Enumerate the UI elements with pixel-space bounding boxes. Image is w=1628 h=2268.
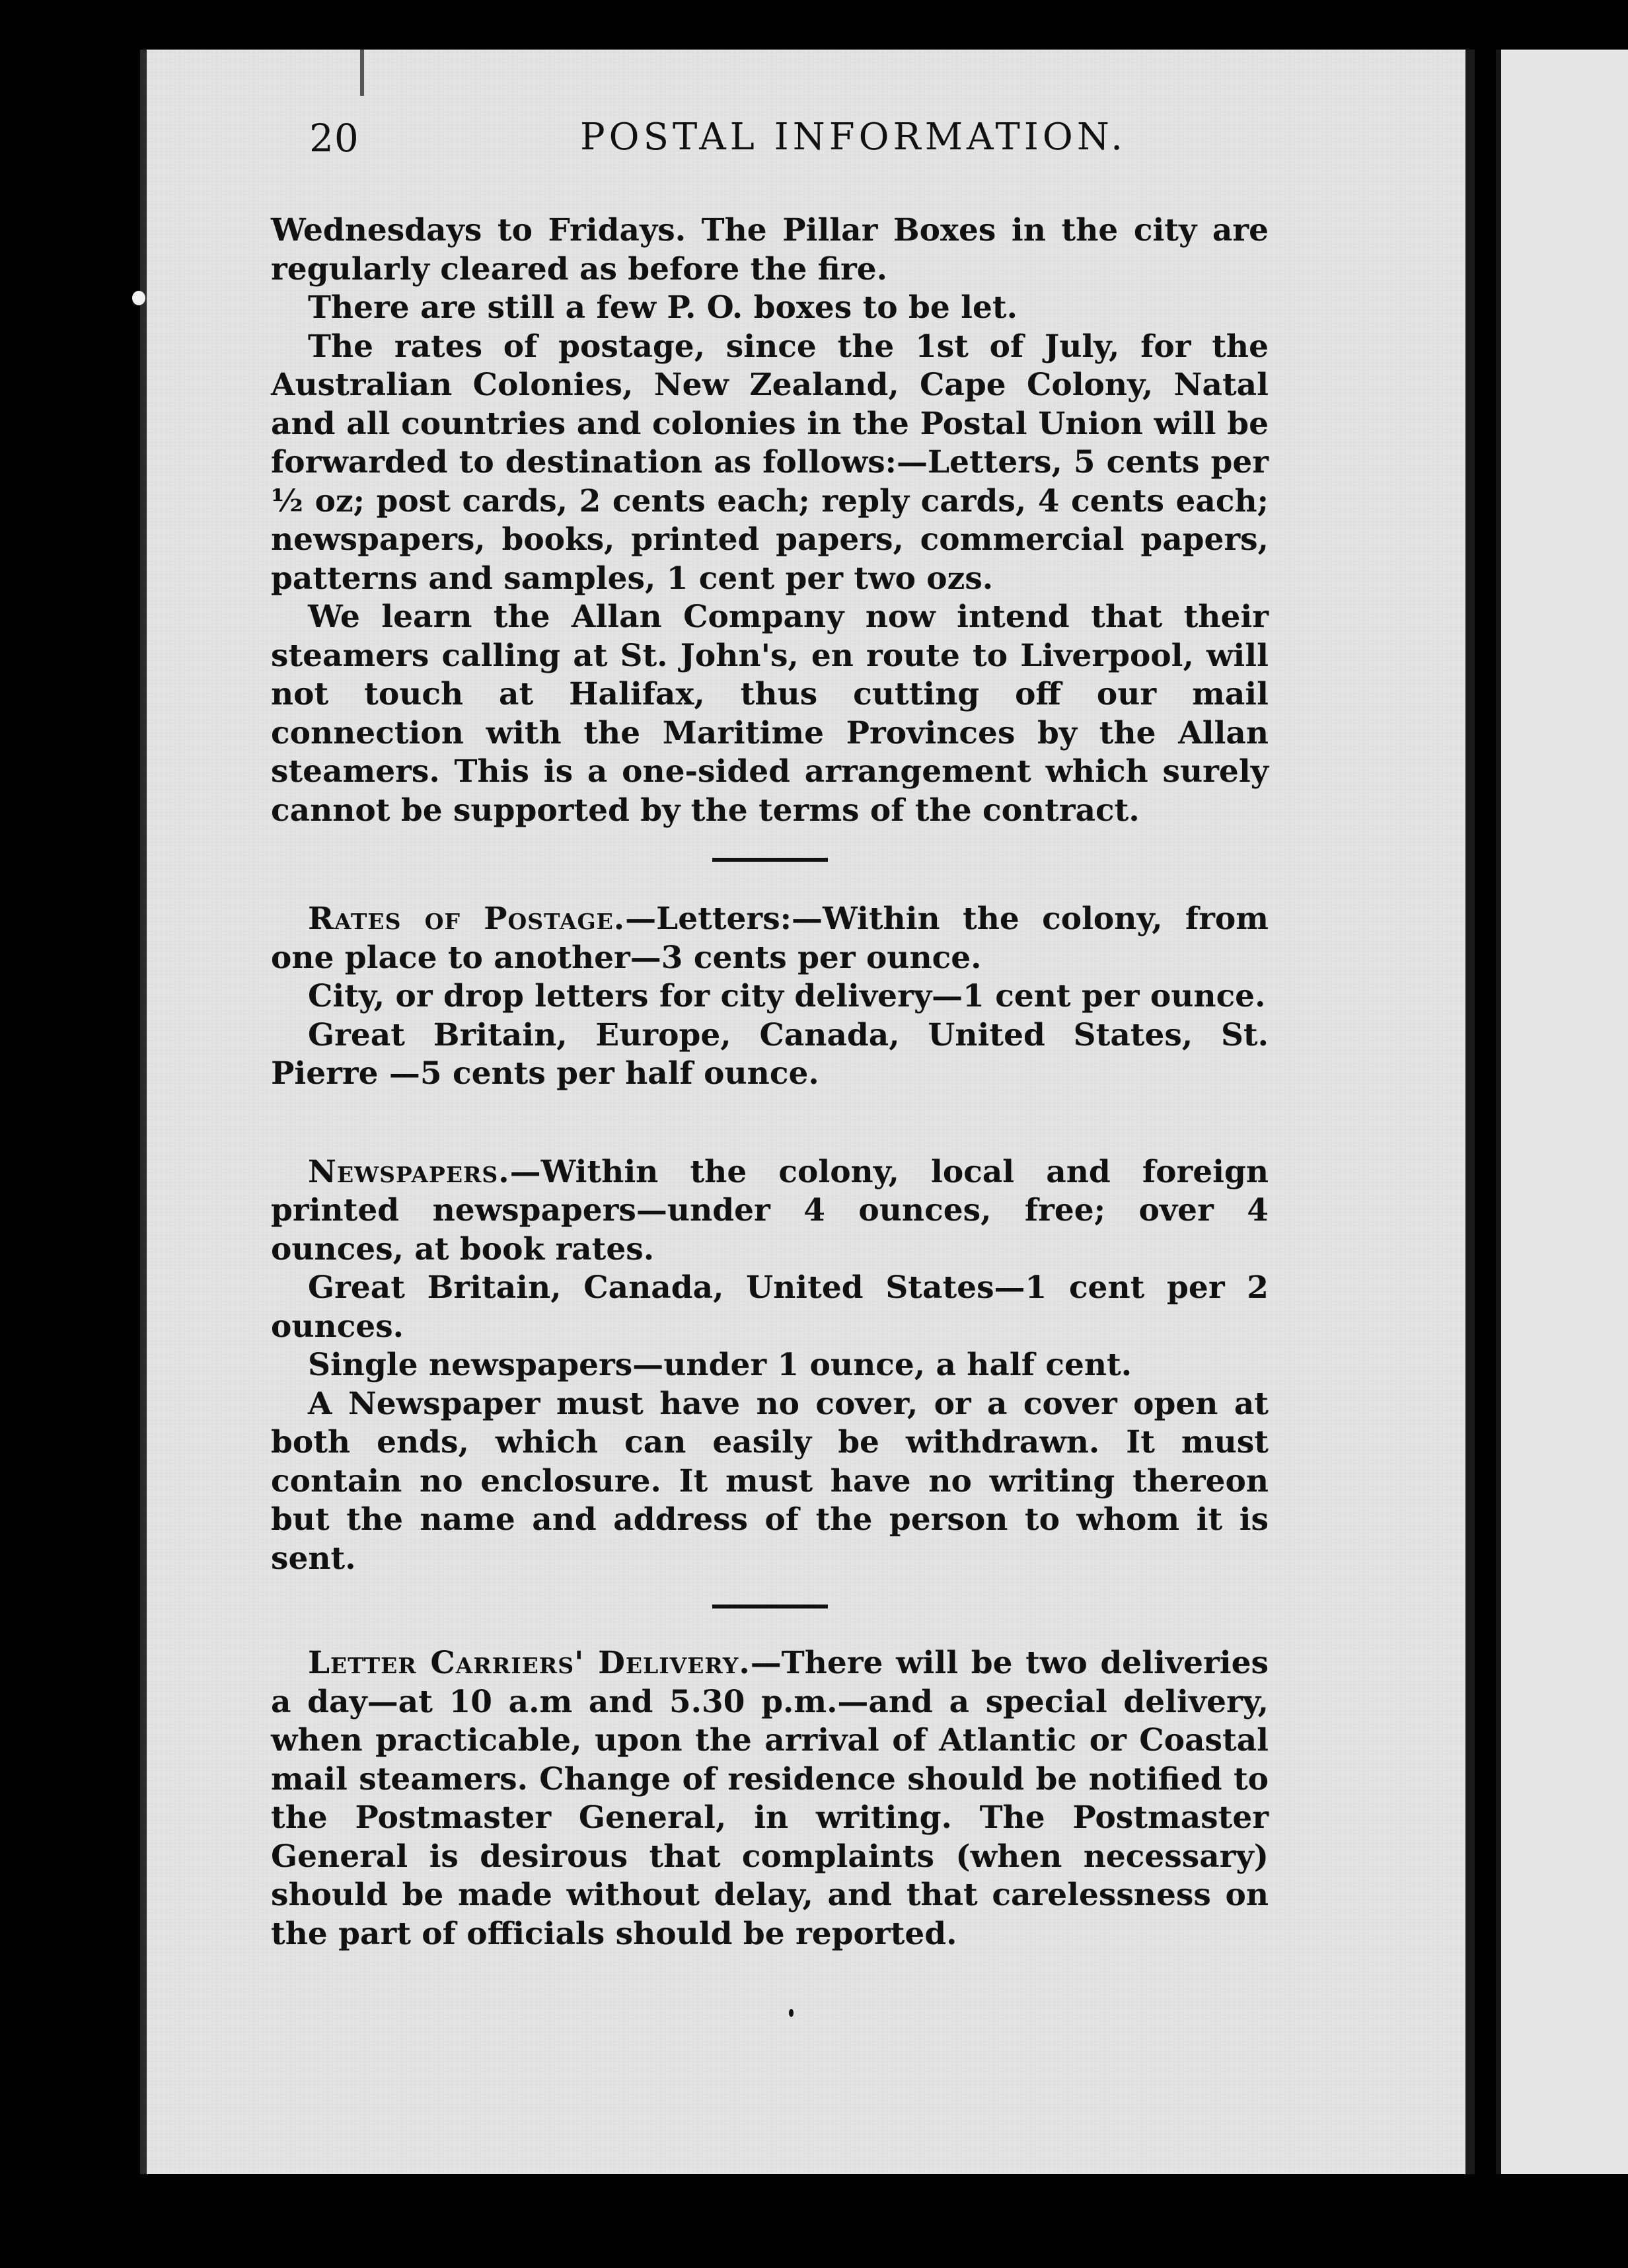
running-title: POSTAL INFORMATION. [580,116,1127,159]
rates-heading: Rates of Postage. [308,901,626,937]
page-body [271,211,1269,1953]
rates-of-postage-lead [271,900,1269,977]
paragraph-po-boxes: There are still a few P. O. boxes to be let. [308,289,1018,326]
paragraph-continuation: Wednesdays to Fridays. The Pillar Boxes in the city are regularly cleared as before the fire. [271,212,1269,287]
page-number: 20 [309,116,359,161]
adjacent-page-edge [1496,50,1628,2174]
paragraph-postage-rates: The rates of postage, since the 1st of July, for the Australian Colonies, New Zealand, Cape Colony, Natal and all countries and colonies in the Postal Union will be forwarded to destination as follows:—Letters, 5 cents per ½ oz; post cards, 2 cents each; reply cards, 4 cents each; newspapers, books, printed papers, commercial papers, patterns and samples, 1 cent per two ozs. [271,328,1269,597]
newspapers-heading: Newspapers. [308,1153,510,1190]
letter-carriers-paragraph [271,1644,1269,1953]
carriers-heading: Letter Carriers' Delivery. [308,1645,751,1681]
newspapers-line-cover: A Newspaper must have no cover, or a cover open at both ends, which can easily be withdrawn. It must contain no enclosure. It must have no writing thereon but the name and address of the person to whom it is sent. [271,1385,1269,1577]
scan-speck [789,2009,794,2017]
section-gap [271,1094,1269,1153]
rates-line-britain: Great Britain, Europe, Canada, United States, St. Pierre —5 cents per half ounce. [271,1016,1269,1092]
newspapers-lead [271,1153,1269,1269]
rates-line-city: City, or drop letters for city delivery—1 cent per ounce. [308,978,1266,1014]
newspapers-line-single: Single newspapers—under 1 ounce, a half cent. [308,1347,1132,1383]
page-header [309,116,1294,169]
carriers-body: —There will be two deliveries a day—at 10 a.m and 5.30 p.m.—and a special delivery, when practicable, upon the arrival of Atlantic or Coastal mail steamers. Change of residence should be notified to the Postmaster General, in writing. The Postmaster General is desirous that complaints (when necessary) should be made without delay, and that carelessness on the part of officials should be reported. [271,1645,1269,1952]
newspapers-line-britain: Great Britain, Canada, United States—1 cent per 2 ounces. [271,1269,1269,1345]
scan-speck [132,291,145,305]
section-divider [712,1605,828,1608]
section-divider [712,858,828,862]
rates-lead-text: —Letters:—Within the colony, from one place to another—3 cents per ounce. [271,901,1269,976]
newspapers-lead-text: —Within the colony, local and foreign printed newspapers—under 4 ounces, free; over 4 ounces, at book rates. [271,1153,1269,1267]
page-edge-mark [360,50,364,96]
paragraph-allan-company: We learn the Allan Company now intend that their steamers calling at St. John's, en route to Liverpool, will not touch at Halifax, thus cutting off our mail connection with the Maritime Provinces by the Allan steamers. This is a one-sided arrangement which surely cannot be supported by the terms of the contract. [271,599,1269,829]
